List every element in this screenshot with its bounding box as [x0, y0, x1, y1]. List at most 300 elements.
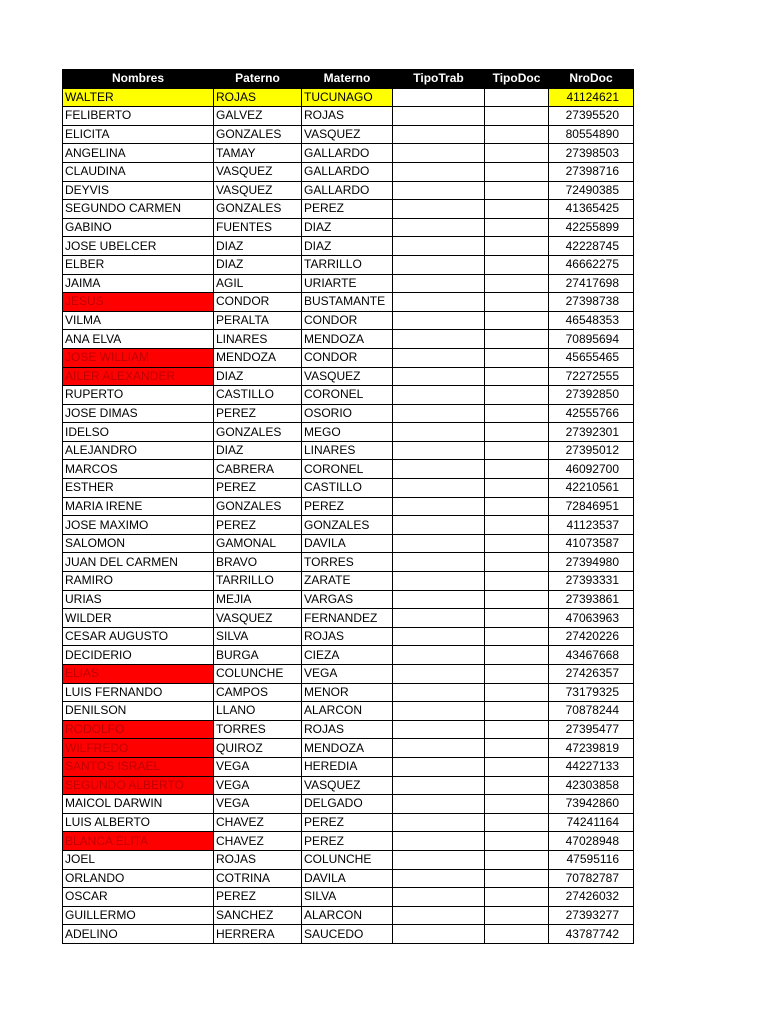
cell-tipodoc[interactable]	[485, 609, 549, 628]
cell-materno[interactable]: CONDOR	[302, 311, 393, 330]
cell-tipotrab[interactable]	[393, 739, 485, 758]
cell-tipodoc[interactable]	[485, 200, 549, 219]
cell-nrodoc[interactable]: 41123537	[549, 516, 634, 535]
cell-nrodoc[interactable]: 72846951	[549, 497, 634, 516]
cell-tipodoc[interactable]	[485, 888, 549, 907]
cell-paterno[interactable]: BURGA	[214, 646, 302, 665]
table-row	[63, 274, 634, 293]
cell-nrodoc[interactable]: 73942860	[549, 795, 634, 814]
cell-nombres[interactable]: OSCAR	[63, 888, 214, 907]
cell-tipodoc[interactable]	[485, 646, 549, 665]
cell-paterno[interactable]: CHAVEZ	[214, 813, 302, 832]
cell-tipodoc[interactable]	[485, 906, 549, 925]
cell-tipotrab[interactable]	[393, 850, 485, 869]
cell-tipodoc[interactable]	[485, 813, 549, 832]
cell-tipodoc[interactable]	[485, 534, 549, 553]
cell-tipotrab[interactable]	[393, 293, 485, 312]
cell-nrodoc[interactable]: 27392301	[549, 423, 634, 442]
cell-tipodoc[interactable]	[485, 832, 549, 851]
cell-materno[interactable]: URIARTE	[302, 274, 393, 293]
cell-nrodoc[interactable]: 42555766	[549, 404, 634, 423]
table-row	[63, 665, 634, 684]
cell-paterno[interactable]: MENDOZA	[214, 348, 302, 367]
cell-tipotrab[interactable]	[393, 367, 485, 386]
cell-paterno[interactable]: GONZALES	[214, 125, 302, 144]
cell-tipotrab[interactable]	[393, 386, 485, 405]
cell-nombres[interactable]: URIAS	[63, 590, 214, 609]
cell-paterno[interactable]: LLANO	[214, 702, 302, 721]
header-nombres: Nombres	[63, 70, 214, 89]
cell-tipotrab[interactable]	[393, 553, 485, 572]
cell-paterno[interactable]: GALVEZ	[214, 107, 302, 126]
table-row	[63, 553, 634, 572]
cell-materno[interactable]: TORRES	[302, 553, 393, 572]
cell-tipodoc[interactable]	[485, 125, 549, 144]
cell-materno[interactable]: FERNANDEZ	[302, 609, 393, 628]
cell-tipodoc[interactable]	[485, 516, 549, 535]
cell-materno[interactable]: GALLARDO	[302, 162, 393, 181]
cell-tipotrab[interactable]	[393, 534, 485, 553]
cell-paterno[interactable]: FUENTES	[214, 218, 302, 237]
table-row	[63, 609, 634, 628]
cell-materno[interactable]: TUCUNAGO	[302, 88, 393, 107]
table-row	[63, 255, 634, 274]
cell-paterno[interactable]: CABRERA	[214, 460, 302, 479]
cell-tipotrab[interactable]	[393, 162, 485, 181]
cell-materno[interactable]: VEGA	[302, 665, 393, 684]
cell-nombres[interactable]: JOSE DIMAS	[63, 404, 214, 423]
cell-tipotrab[interactable]	[393, 869, 485, 888]
cell-materno[interactable]: VASQUEZ	[302, 367, 393, 386]
cell-tipodoc[interactable]	[485, 274, 549, 293]
cell-nombres[interactable]: RUPERTO	[63, 386, 214, 405]
cell-tipodoc[interactable]	[485, 181, 549, 200]
cell-materno[interactable]: SAUCEDO	[302, 925, 393, 944]
cell-tipodoc[interactable]	[485, 423, 549, 442]
cell-nombres[interactable]: DENILSON	[63, 702, 214, 721]
cell-materno[interactable]: GALLARDO	[302, 144, 393, 163]
table-row	[63, 107, 634, 126]
cell-paterno[interactable]: CASTILLO	[214, 386, 302, 405]
cell-paterno[interactable]: VEGA	[214, 776, 302, 795]
cell-paterno[interactable]: ROJAS	[214, 88, 302, 107]
cell-nombres[interactable]: WILFREDO	[63, 739, 214, 758]
cell-tipodoc[interactable]	[485, 441, 549, 460]
table-row	[63, 348, 634, 367]
cell-paterno[interactable]: PEREZ	[214, 404, 302, 423]
cell-tipodoc[interactable]	[485, 255, 549, 274]
cell-tipotrab[interactable]	[393, 609, 485, 628]
cell-paterno[interactable]: ROJAS	[214, 850, 302, 869]
cell-tipotrab[interactable]	[393, 813, 485, 832]
cell-nrodoc[interactable]: 27417698	[549, 274, 634, 293]
cell-nombres[interactable]: JESUS	[63, 293, 214, 312]
cell-materno[interactable]: MENOR	[302, 683, 393, 702]
cell-paterno[interactable]: TARRILLO	[214, 572, 302, 591]
cell-materno[interactable]: DAVILA	[302, 534, 393, 553]
cell-tipotrab[interactable]	[393, 590, 485, 609]
cell-materno[interactable]: ROJAS	[302, 107, 393, 126]
cell-nrodoc[interactable]: 42303858	[549, 776, 634, 795]
cell-tipodoc[interactable]	[485, 479, 549, 498]
cell-tipodoc[interactable]	[485, 144, 549, 163]
cell-tipotrab[interactable]	[393, 218, 485, 237]
cell-materno[interactable]: MEGO	[302, 423, 393, 442]
header-tipodoc: TipoDoc	[485, 70, 549, 89]
cell-tipodoc[interactable]	[485, 293, 549, 312]
cell-materno[interactable]: PEREZ	[302, 497, 393, 516]
cell-tipotrab[interactable]	[393, 925, 485, 944]
cell-nrodoc[interactable]: 27420226	[549, 627, 634, 646]
table-row	[63, 925, 634, 944]
cell-nombres[interactable]: MAICOL DARWIN	[63, 795, 214, 814]
cell-paterno[interactable]: CONDOR	[214, 293, 302, 312]
cell-tipotrab[interactable]	[393, 646, 485, 665]
cell-tipotrab[interactable]	[393, 516, 485, 535]
cell-tipotrab[interactable]	[393, 125, 485, 144]
cell-nrodoc[interactable]: 70895694	[549, 330, 634, 349]
cell-nrodoc[interactable]: 47239819	[549, 739, 634, 758]
cell-nrodoc[interactable]: 42228745	[549, 237, 634, 256]
cell-tipodoc[interactable]	[485, 553, 549, 572]
table-row	[63, 627, 634, 646]
cell-materno[interactable]: HEREDIA	[302, 757, 393, 776]
cell-nrodoc[interactable]: 73179325	[549, 683, 634, 702]
cell-nrodoc[interactable]: 27398716	[549, 162, 634, 181]
cell-nrodoc[interactable]: 70878244	[549, 702, 634, 721]
cell-nrodoc[interactable]: 27395012	[549, 441, 634, 460]
cell-tipotrab[interactable]	[393, 627, 485, 646]
cell-tipotrab[interactable]	[393, 888, 485, 907]
cell-materno[interactable]: SILVA	[302, 888, 393, 907]
table-row	[63, 590, 634, 609]
cell-nrodoc[interactable]: 45655465	[549, 348, 634, 367]
table-row	[63, 237, 634, 256]
cell-paterno[interactable]: GAMONAL	[214, 534, 302, 553]
cell-materno[interactable]: MENDOZA	[302, 739, 393, 758]
cell-tipodoc[interactable]	[485, 776, 549, 795]
cell-nrodoc[interactable]: 27426032	[549, 888, 634, 907]
cell-materno[interactable]: ALARCON	[302, 906, 393, 925]
cell-tipotrab[interactable]	[393, 107, 485, 126]
cell-tipodoc[interactable]	[485, 330, 549, 349]
cell-paterno[interactable]: CAMPOS	[214, 683, 302, 702]
cell-nrodoc[interactable]: 43467668	[549, 646, 634, 665]
cell-nombres[interactable]: LUIS FERNANDO	[63, 683, 214, 702]
cell-tipotrab[interactable]	[393, 832, 485, 851]
cell-materno[interactable]: GONZALES	[302, 516, 393, 535]
cell-tipotrab[interactable]	[393, 497, 485, 516]
cell-nrodoc[interactable]: 42210561	[549, 479, 634, 498]
cell-materno[interactable]: DIAZ	[302, 218, 393, 237]
cell-nombres[interactable]: ELICITA	[63, 125, 214, 144]
cell-paterno[interactable]: VEGA	[214, 757, 302, 776]
cell-tipotrab[interactable]	[393, 274, 485, 293]
cell-materno[interactable]: DELGADO	[302, 795, 393, 814]
cell-paterno[interactable]: SILVA	[214, 627, 302, 646]
cell-tipotrab[interactable]	[393, 460, 485, 479]
cell-nrodoc[interactable]: 27395477	[549, 720, 634, 739]
table-row	[63, 757, 634, 776]
cell-tipodoc[interactable]	[485, 237, 549, 256]
cell-tipodoc[interactable]	[485, 348, 549, 367]
cell-tipodoc[interactable]	[485, 702, 549, 721]
cell-tipotrab[interactable]	[393, 702, 485, 721]
cell-materno[interactable]: LINARES	[302, 441, 393, 460]
cell-paterno[interactable]: TAMAY	[214, 144, 302, 163]
cell-materno[interactable]: CASTILLO	[302, 479, 393, 498]
cell-tipodoc[interactable]	[485, 88, 549, 107]
cell-materno[interactable]: BUSTAMANTE	[302, 293, 393, 312]
cell-nrodoc[interactable]: 47063963	[549, 609, 634, 628]
cell-paterno[interactable]: DIAZ	[214, 237, 302, 256]
table-row	[63, 869, 634, 888]
cell-nombres[interactable]: GUILLERMO	[63, 906, 214, 925]
cell-tipodoc[interactable]	[485, 497, 549, 516]
cell-tipotrab[interactable]	[393, 404, 485, 423]
cell-nombres[interactable]: ELIAS	[63, 665, 214, 684]
cell-materno[interactable]: CIEZA	[302, 646, 393, 665]
cell-tipodoc[interactable]	[485, 925, 549, 944]
cell-materno[interactable]: TARRILLO	[302, 255, 393, 274]
cell-tipotrab[interactable]	[393, 348, 485, 367]
cell-paterno[interactable]: AGIL	[214, 274, 302, 293]
cell-tipotrab[interactable]	[393, 181, 485, 200]
header-row	[63, 70, 634, 89]
cell-paterno[interactable]: GONZALES	[214, 423, 302, 442]
cell-paterno[interactable]: COLUNCHE	[214, 665, 302, 684]
cell-tipotrab[interactable]	[393, 441, 485, 460]
cell-tipotrab[interactable]	[393, 906, 485, 925]
cell-nombres[interactable]: MARIA IRENE	[63, 497, 214, 516]
table-row	[63, 144, 634, 163]
cell-tipotrab[interactable]	[393, 720, 485, 739]
cell-tipotrab[interactable]	[393, 330, 485, 349]
cell-tipotrab[interactable]	[393, 200, 485, 219]
cell-nrodoc[interactable]: 27426357	[549, 665, 634, 684]
cell-tipotrab[interactable]	[393, 88, 485, 107]
cell-materno[interactable]: COLUNCHE	[302, 850, 393, 869]
cell-nrodoc[interactable]: 74241164	[549, 813, 634, 832]
table-row	[63, 460, 634, 479]
cell-nombres[interactable]: BLANCA ELITA	[63, 832, 214, 851]
cell-nombres[interactable]: FELIBERTO	[63, 107, 214, 126]
cell-tipotrab[interactable]	[393, 255, 485, 274]
cell-materno[interactable]: ROJAS	[302, 627, 393, 646]
cell-materno[interactable]: ZARATE	[302, 572, 393, 591]
cell-paterno[interactable]: DIAZ	[214, 367, 302, 386]
cell-tipodoc[interactable]	[485, 795, 549, 814]
cell-nrodoc[interactable]: 41124621	[549, 88, 634, 107]
cell-nombres[interactable]: JOEL	[63, 850, 214, 869]
cell-nombres[interactable]: IDELSO	[63, 423, 214, 442]
cell-paterno[interactable]: DIAZ	[214, 255, 302, 274]
table-row	[63, 311, 634, 330]
cell-paterno[interactable]: LINARES	[214, 330, 302, 349]
cell-nombres[interactable]: ORLANDO	[63, 869, 214, 888]
cell-nombres[interactable]: ESTHER	[63, 479, 214, 498]
cell-materno[interactable]: OSORIO	[302, 404, 393, 423]
cell-tipotrab[interactable]	[393, 757, 485, 776]
cell-paterno[interactable]: VASQUEZ	[214, 609, 302, 628]
table-body	[63, 88, 634, 943]
cell-tipotrab[interactable]	[393, 665, 485, 684]
cell-materno[interactable]: ROJAS	[302, 720, 393, 739]
cell-paterno[interactable]: PERALTA	[214, 311, 302, 330]
cell-nombres[interactable]: WALTER	[63, 88, 214, 107]
cell-nrodoc[interactable]: 47028948	[549, 832, 634, 851]
cell-tipotrab[interactable]	[393, 479, 485, 498]
cell-nombres[interactable]: MARCOS	[63, 460, 214, 479]
cell-nombres[interactable]: VILMA	[63, 311, 214, 330]
table-row	[63, 572, 634, 591]
cell-nrodoc[interactable]: 46548353	[549, 311, 634, 330]
cell-tipodoc[interactable]	[485, 386, 549, 405]
cell-tipotrab[interactable]	[393, 237, 485, 256]
cell-paterno[interactable]: BRAVO	[214, 553, 302, 572]
cell-paterno[interactable]: QUIROZ	[214, 739, 302, 758]
cell-materno[interactable]: ALARCON	[302, 702, 393, 721]
cell-tipotrab[interactable]	[393, 683, 485, 702]
cell-materno[interactable]: DIAZ	[302, 237, 393, 256]
cell-nombres[interactable]: GABINO	[63, 218, 214, 237]
cell-nombres[interactable]: RAMIRO	[63, 572, 214, 591]
cell-nrodoc[interactable]: 43787742	[549, 925, 634, 944]
cell-tipotrab[interactable]	[393, 776, 485, 795]
cell-nombres[interactable]: ANA ELVA	[63, 330, 214, 349]
cell-tipodoc[interactable]	[485, 218, 549, 237]
cell-nrodoc[interactable]: 41365425	[549, 200, 634, 219]
cell-nombres[interactable]: JUAN DEL CARMEN	[63, 553, 214, 572]
cell-nrodoc[interactable]: 27398503	[549, 144, 634, 163]
cell-nombres[interactable]: SEGUNDO ALBERTO	[63, 776, 214, 795]
cell-nombres[interactable]: JOSE UBELCER	[63, 237, 214, 256]
cell-paterno[interactable]: CHAVEZ	[214, 832, 302, 851]
cell-paterno[interactable]: VASQUEZ	[214, 162, 302, 181]
cell-materno[interactable]: PEREZ	[302, 813, 393, 832]
cell-paterno[interactable]: PEREZ	[214, 516, 302, 535]
cell-nrodoc[interactable]: 72490385	[549, 181, 634, 200]
cell-materno[interactable]: DAVILA	[302, 869, 393, 888]
cell-nombres[interactable]: LUIS ALBERTO	[63, 813, 214, 832]
cell-nombres[interactable]: ALEJANDRO	[63, 441, 214, 460]
cell-nrodoc[interactable]: 27393331	[549, 572, 634, 591]
cell-tipodoc[interactable]	[485, 869, 549, 888]
cell-paterno[interactable]: GONZALES	[214, 200, 302, 219]
cell-materno[interactable]: PEREZ	[302, 832, 393, 851]
cell-nrodoc[interactable]: 47595116	[549, 850, 634, 869]
cell-nombres[interactable]: WILDER	[63, 609, 214, 628]
cell-nombres[interactable]: ELBER	[63, 255, 214, 274]
cell-nombres[interactable]: SALOMON	[63, 534, 214, 553]
cell-tipotrab[interactable]	[393, 795, 485, 814]
cell-materno[interactable]: GALLARDO	[302, 181, 393, 200]
cell-nrodoc[interactable]: 46662275	[549, 255, 634, 274]
cell-nrodoc[interactable]: 72272555	[549, 367, 634, 386]
cell-tipodoc[interactable]	[485, 720, 549, 739]
cell-paterno[interactable]: SANCHEZ	[214, 906, 302, 925]
cell-tipodoc[interactable]	[485, 683, 549, 702]
cell-materno[interactable]: MENDOZA	[302, 330, 393, 349]
cell-nrodoc[interactable]: 27398738	[549, 293, 634, 312]
cell-materno[interactable]: PEREZ	[302, 200, 393, 219]
cell-nrodoc[interactable]: 27392850	[549, 386, 634, 405]
cell-nombres[interactable]: DECIDERIO	[63, 646, 214, 665]
cell-tipodoc[interactable]	[485, 162, 549, 181]
table-row	[63, 683, 634, 702]
cell-tipodoc[interactable]	[485, 404, 549, 423]
cell-paterno[interactable]: GONZALES	[214, 497, 302, 516]
cell-paterno[interactable]: COTRINA	[214, 869, 302, 888]
cell-nombres[interactable]: JOSE WILLIAM	[63, 348, 214, 367]
cell-nrodoc[interactable]: 46092700	[549, 460, 634, 479]
cell-nrodoc[interactable]: 80554890	[549, 125, 634, 144]
cell-nombres[interactable]: JAIMA	[63, 274, 214, 293]
cell-nombres[interactable]: ANGELINA	[63, 144, 214, 163]
cell-paterno[interactable]: MEJIA	[214, 590, 302, 609]
cell-nrodoc[interactable]: 27393861	[549, 590, 634, 609]
cell-tipotrab[interactable]	[393, 423, 485, 442]
cell-materno[interactable]: VASQUEZ	[302, 776, 393, 795]
cell-paterno[interactable]: DIAZ	[214, 441, 302, 460]
cell-materno[interactable]: CORONEL	[302, 460, 393, 479]
cell-paterno[interactable]: HERRERA	[214, 925, 302, 944]
cell-tipodoc[interactable]	[485, 850, 549, 869]
cell-nombres[interactable]: DEYVIS	[63, 181, 214, 200]
cell-materno[interactable]: VASQUEZ	[302, 125, 393, 144]
cell-tipotrab[interactable]	[393, 311, 485, 330]
cell-paterno[interactable]: PEREZ	[214, 479, 302, 498]
cell-tipodoc[interactable]	[485, 739, 549, 758]
cell-nrodoc[interactable]: 42255899	[549, 218, 634, 237]
cell-nrodoc[interactable]: 70782787	[549, 869, 634, 888]
cell-nombres[interactable]: AILER ALEXANDER	[63, 367, 214, 386]
cell-nrodoc[interactable]: 44227133	[549, 757, 634, 776]
table-row	[63, 367, 634, 386]
cell-tipodoc[interactable]	[485, 590, 549, 609]
cell-nombres[interactable]: CESAR AUGUSTO	[63, 627, 214, 646]
cell-nombres[interactable]: SEGUNDO CARMEN	[63, 200, 214, 219]
cell-materno[interactable]: CORONEL	[302, 386, 393, 405]
cell-tipotrab[interactable]	[393, 572, 485, 591]
cell-paterno[interactable]: TORRES	[214, 720, 302, 739]
cell-tipodoc[interactable]	[485, 665, 549, 684]
cell-nrodoc[interactable]: 27395520	[549, 107, 634, 126]
cell-paterno[interactable]: VASQUEZ	[214, 181, 302, 200]
cell-nombres[interactable]: RODOLFO	[63, 720, 214, 739]
cell-nrodoc[interactable]: 41073587	[549, 534, 634, 553]
cell-tipodoc[interactable]	[485, 367, 549, 386]
cell-tipodoc[interactable]	[485, 460, 549, 479]
cell-paterno[interactable]: PEREZ	[214, 888, 302, 907]
cell-nombres[interactable]: CLAUDINA	[63, 162, 214, 181]
cell-tipodoc[interactable]	[485, 311, 549, 330]
cell-nombres[interactable]: ADELINO	[63, 925, 214, 944]
cell-nrodoc[interactable]: 27394980	[549, 553, 634, 572]
table-row	[63, 497, 634, 516]
cell-materno[interactable]: VARGAS	[302, 590, 393, 609]
cell-tipodoc[interactable]	[485, 757, 549, 776]
cell-nombres[interactable]: SANTOS ISRAEL	[63, 757, 214, 776]
cell-tipotrab[interactable]	[393, 144, 485, 163]
cell-materno[interactable]: CONDOR	[302, 348, 393, 367]
cell-paterno[interactable]: VEGA	[214, 795, 302, 814]
cell-tipodoc[interactable]	[485, 107, 549, 126]
cell-tipodoc[interactable]	[485, 627, 549, 646]
cell-nrodoc[interactable]: 27393277	[549, 906, 634, 925]
cell-nombres[interactable]: JOSE MAXIMO	[63, 516, 214, 535]
cell-tipodoc[interactable]	[485, 572, 549, 591]
